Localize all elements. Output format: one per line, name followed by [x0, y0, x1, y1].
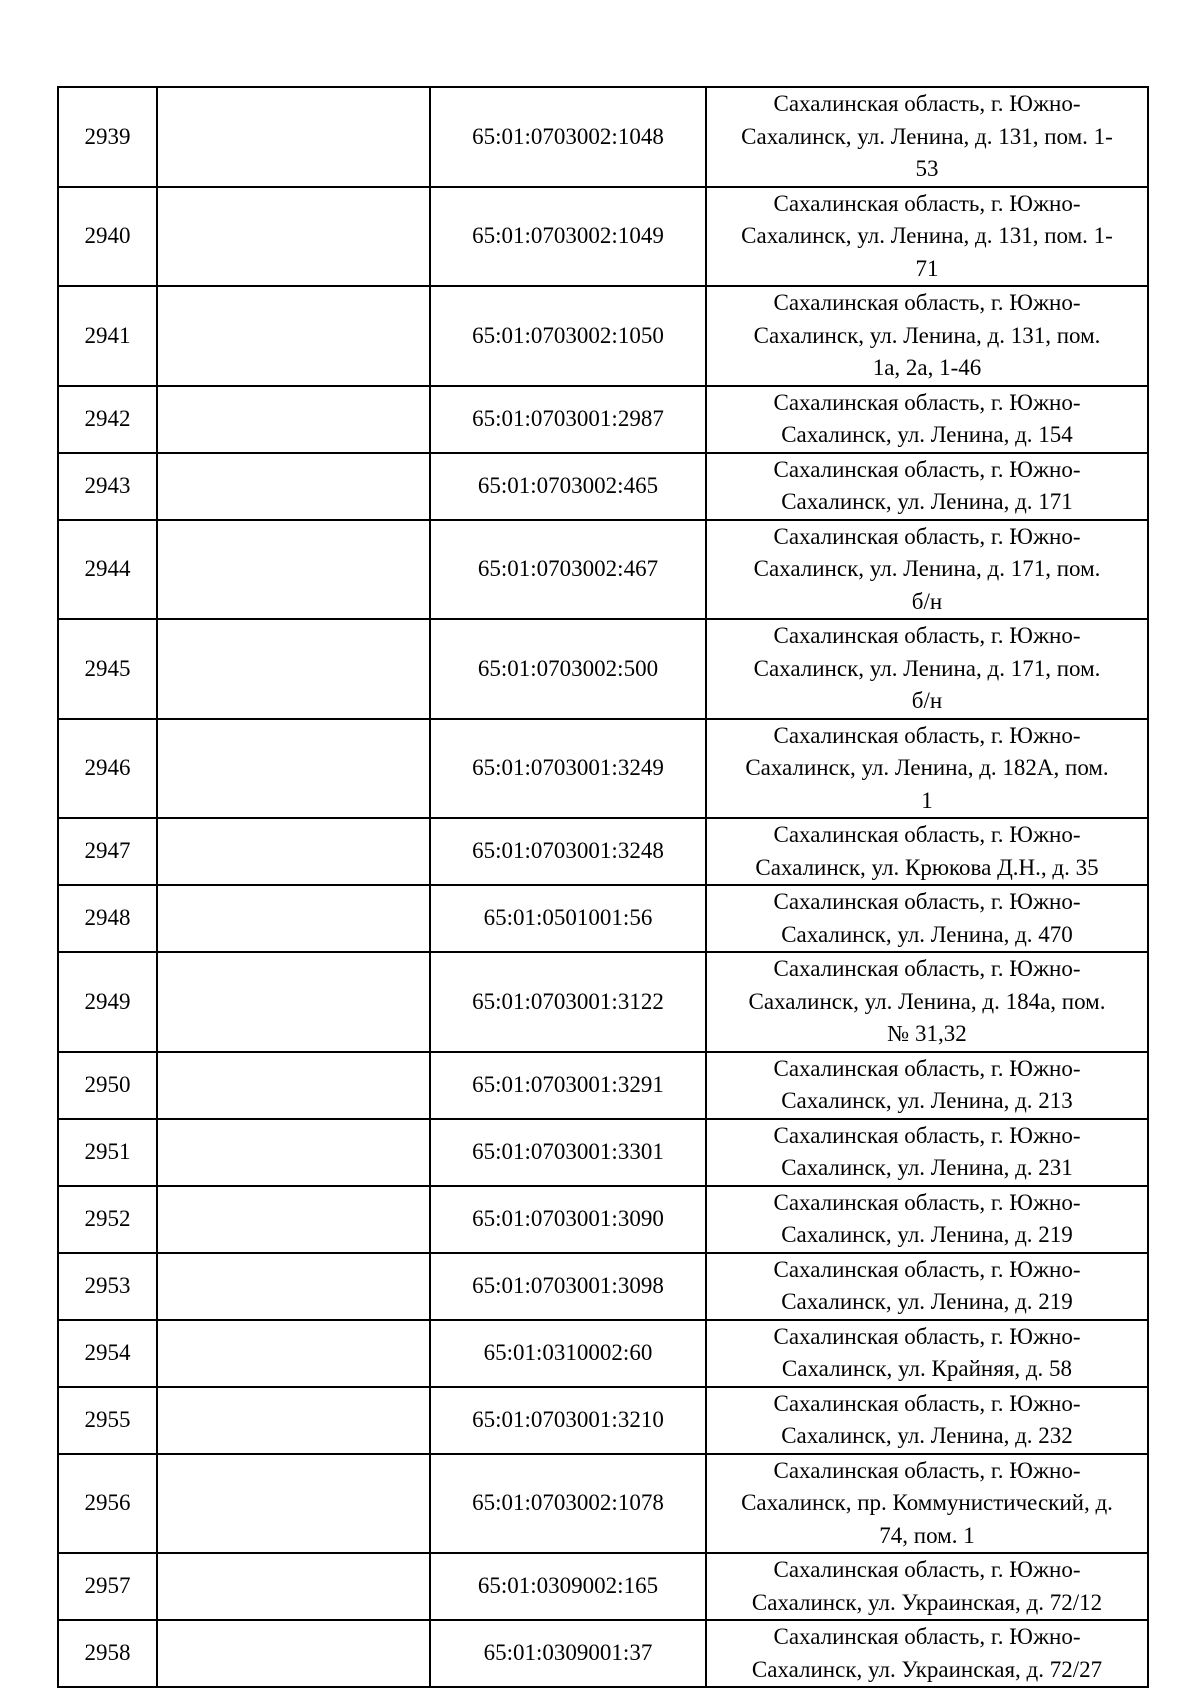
table-row [58, 453, 1148, 520]
row-number-cell: 2945 [58, 619, 157, 719]
empty-cell [157, 386, 430, 453]
address-cell [706, 719, 1148, 819]
address-line: Сахалинск, ул. Ленина, д. 219 [781, 1289, 1073, 1314]
table-row [58, 87, 1148, 187]
address-line: Сахалинск, ул. Ленина, д. 171, пом. [753, 655, 1101, 681]
row-number-cell: 2953 [58, 1253, 157, 1320]
table-row [58, 1186, 1148, 1253]
address-line: Сахалинская область, г. Южно- [773, 889, 1081, 914]
table-row [58, 1119, 1148, 1186]
address-line: Сахалинск, ул. Ленина, д. 154 [781, 422, 1073, 447]
address-cell [706, 286, 1148, 386]
address-line: Сахалинск, ул. Ленина, д. 131, пом. 1- [741, 223, 1113, 248]
row-number-cell: 2956 [58, 1454, 157, 1554]
empty-cell [157, 520, 430, 620]
row-number-cell: 2958 [58, 1620, 157, 1687]
address-line: Сахалинская область, г. Южно- [773, 1457, 1081, 1483]
address-line: Сахалинская область, г. Южно- [773, 1189, 1081, 1215]
cadastral-number-cell: 65:01:0703002:1050 [430, 286, 706, 386]
table-row [58, 619, 1148, 719]
address-line: Сахалинская область, г. Южно- [773, 290, 1081, 315]
address-line: Сахалинская область, г. Южно- [773, 1557, 1081, 1582]
address-cell [706, 885, 1148, 952]
address-line: Сахалинск, ул. Ленина, д. 219 [781, 1222, 1073, 1247]
table-row [58, 520, 1148, 620]
address-cell [706, 1454, 1148, 1554]
table-row [58, 719, 1148, 819]
empty-cell [157, 885, 430, 952]
address-line: Сахалинск, ул. Ленина, д. 182А, пом. [745, 755, 1109, 780]
cadastral-number-cell: 65:01:0703002:1048 [430, 87, 706, 187]
table-row [58, 1553, 1148, 1620]
row-number-cell: 2942 [58, 386, 157, 453]
cadastral-number-cell: 65:01:0703001:3210 [430, 1387, 706, 1454]
cadastral-number-cell: 65:01:0703001:2987 [430, 386, 706, 453]
address-cell [706, 386, 1148, 453]
cadastral-number-cell: 65:01:0309002:165 [430, 1553, 706, 1620]
cadastral-number-cell: 65:01:0703002:467 [430, 520, 706, 620]
address-cell [706, 1620, 1148, 1687]
address-line: Сахалинск, ул. Ленина, д. 232 [781, 1423, 1073, 1448]
address-cell [706, 187, 1148, 287]
row-number-cell: 2951 [58, 1119, 157, 1186]
address-line: Сахалинск, ул. Ленина, д. 171 [781, 489, 1073, 514]
address-line: 1 [921, 787, 933, 813]
address-cell [706, 1387, 1148, 1454]
cadastral-number-cell: 65:01:0309001:37 [430, 1620, 706, 1687]
address-line: Сахалинск, ул. Ленина, д. 131, пом. [753, 322, 1101, 348]
address-line: Сахалинск, ул. Ленина, д. 131, пом. 1- [741, 123, 1113, 149]
table-row [58, 286, 1148, 386]
row-number-cell: 2944 [58, 520, 157, 620]
address-line: Сахалинская область, г. Южно- [773, 1122, 1081, 1148]
empty-cell [157, 187, 430, 287]
address-line: Сахалинская область, г. Южно- [773, 456, 1081, 482]
address-line: Сахалинск, ул. Украинская, д. 72/12 [751, 1589, 1103, 1615]
address-cell [706, 1186, 1148, 1253]
address-line: Сахалинская область, г. Южно- [773, 190, 1081, 216]
address-line: Сахалинская область, г. Южно- [773, 623, 1081, 648]
property-table [57, 86, 1149, 1688]
table-row [58, 952, 1148, 1052]
address-cell [706, 1553, 1148, 1620]
cadastral-number-cell: 65:01:0703001:3301 [430, 1119, 706, 1186]
address-line: Сахалинская область, г. Южно- [773, 1256, 1081, 1282]
row-number-cell: 2957 [58, 1553, 157, 1620]
address-line: 74, пом. 1 [879, 1522, 975, 1548]
address-cell [706, 1320, 1148, 1387]
address-line: Сахалинская область, г. Южно- [773, 1624, 1081, 1649]
address-line: Сахалинская область, г. Южно- [773, 1055, 1081, 1081]
row-number-cell: 2948 [58, 885, 157, 952]
address-cell [706, 1052, 1148, 1119]
empty-cell [157, 1620, 430, 1687]
address-line: Сахалинская область, г. Южно- [773, 91, 1081, 116]
cadastral-number-cell: 65:01:0703001:3098 [430, 1253, 706, 1320]
empty-cell [157, 1119, 430, 1186]
cadastral-number-cell: 65:01:0703002:500 [430, 619, 706, 719]
address-line: Сахалинск, ул. Ленина, д. 213 [781, 1088, 1073, 1113]
empty-cell [157, 1454, 430, 1554]
cadastral-number-cell: 65:01:0703002:1049 [430, 187, 706, 287]
empty-cell [157, 286, 430, 386]
empty-cell [157, 1186, 430, 1253]
address-line: Сахалинск, ул. Ленина, д. 470 [781, 921, 1073, 947]
address-cell [706, 1119, 1148, 1186]
address-line: Сахалинская область, г. Южно- [773, 956, 1081, 981]
row-number-cell: 2952 [58, 1186, 157, 1253]
empty-cell [157, 952, 430, 1052]
cadastral-number-cell: 65:01:0703001:3248 [430, 818, 706, 885]
address-line: Сахалинск, ул. Ленина, д. 184а, пом. [748, 988, 1106, 1014]
cadastral-number-cell: 65:01:0703002:465 [430, 453, 706, 520]
empty-cell [157, 1320, 430, 1387]
address-line: Сахалинск, пр. Коммунистический, д. [741, 1490, 1113, 1515]
property-table-body [58, 87, 1148, 1687]
address-line: 71 [915, 255, 939, 281]
empty-cell [157, 619, 430, 719]
row-number-cell: 2949 [58, 952, 157, 1052]
cadastral-number-cell: 65:01:0703001:3249 [430, 719, 706, 819]
empty-cell [157, 818, 430, 885]
address-line: Сахалинская область, г. Южно- [773, 1390, 1081, 1416]
row-number-cell: 2941 [58, 286, 157, 386]
address-cell [706, 818, 1148, 885]
row-number-cell: 2947 [58, 818, 157, 885]
address-line: б/н [911, 688, 943, 713]
table-row [58, 386, 1148, 453]
table-row [58, 1387, 1148, 1454]
address-line: Сахалинск, ул. Крайняя, д. 58 [781, 1356, 1073, 1381]
address-line: Сахалинск, ул. Крюкова Д.Н., д. 35 [755, 854, 1099, 880]
table-row [58, 1253, 1148, 1320]
cadastral-number-cell: 65:01:0703001:3122 [430, 952, 706, 1052]
address-cell [706, 952, 1148, 1052]
address-line: Сахалинская область, г. Южно- [773, 1323, 1081, 1349]
table-row [58, 818, 1148, 885]
table-row [58, 1620, 1148, 1687]
address-line: 1а, 2а, 1-46 [872, 355, 982, 380]
row-number-cell: 2940 [58, 187, 157, 287]
table-row [58, 187, 1148, 287]
address-line: Сахалинская область, г. Южно- [773, 523, 1081, 549]
empty-cell [157, 453, 430, 520]
empty-cell [157, 1387, 430, 1454]
empty-cell [157, 1052, 430, 1119]
address-cell [706, 87, 1148, 187]
table-row [58, 1320, 1148, 1387]
row-number-cell: 2950 [58, 1052, 157, 1119]
empty-cell [157, 87, 430, 187]
address-line: б/н [911, 588, 943, 614]
address-line: Сахалинск, ул. Украинская, д. 72/27 [751, 1656, 1103, 1682]
empty-cell [157, 719, 430, 819]
table-row [58, 885, 1148, 952]
cadastral-number-cell: 65:01:0310002:60 [430, 1320, 706, 1387]
cadastral-number-cell: 65:01:0703001:3090 [430, 1186, 706, 1253]
cadastral-number-cell: 65:01:0703001:3291 [430, 1052, 706, 1119]
address-line: Сахалинск, ул. Ленина, д. 231 [781, 1155, 1073, 1180]
row-number-cell: 2946 [58, 719, 157, 819]
address-cell [706, 619, 1148, 719]
row-number-cell: 2939 [58, 87, 157, 187]
cadastral-number-cell: 65:01:0501001:56 [430, 885, 706, 952]
empty-cell [157, 1553, 430, 1620]
address-line: Сахалинск, ул. Ленина, д. 171, пом. [753, 556, 1101, 581]
address-cell [706, 520, 1148, 620]
row-number-cell: 2954 [58, 1320, 157, 1387]
address-cell [706, 1253, 1148, 1320]
row-number-cell: 2943 [58, 453, 157, 520]
address-line: № 31,32 [887, 1021, 967, 1046]
address-line: Сахалинская область, г. Южно- [773, 822, 1081, 847]
address-line: Сахалинская область, г. Южно- [773, 722, 1081, 748]
address-line: Сахалинская область, г. Южно- [773, 389, 1081, 415]
address-cell [706, 453, 1148, 520]
address-line: 53 [915, 156, 939, 181]
table-row [58, 1454, 1148, 1554]
empty-cell [157, 1253, 430, 1320]
table-row [58, 1052, 1148, 1119]
cadastral-number-cell: 65:01:0703002:1078 [430, 1454, 706, 1554]
row-number-cell: 2955 [58, 1387, 157, 1454]
